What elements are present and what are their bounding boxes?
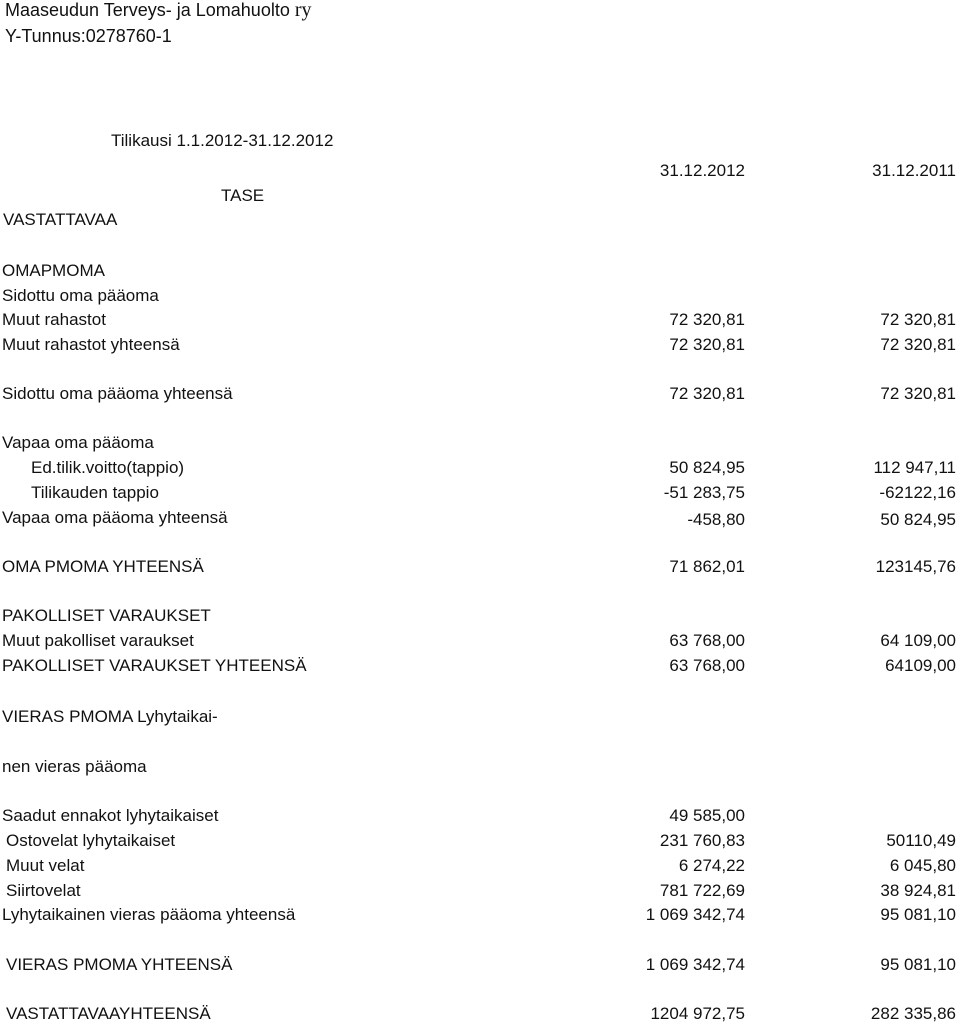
side-title: VASTATTAVAA — [3, 210, 118, 229]
row-value-2011: 95 081,10 — [880, 955, 956, 974]
statement-title: TASE — [221, 186, 265, 205]
row-label: VIERAS PMOMA YHTEENSÄ — [6, 955, 233, 974]
row-value-2011: 38 924,81 — [880, 881, 956, 900]
row-value-2012: 71 862,01 — [669, 557, 745, 576]
row-value-2011: 6 045,80 — [889, 856, 956, 875]
row-value-2012: 781 722,69 — [659, 881, 745, 900]
row-value-2012: -458,80 — [687, 510, 745, 529]
row-value-2011: 50110,49 — [886, 831, 956, 850]
row-label: OMA PMOMA YHTEENSÄ — [2, 557, 204, 576]
subsection-heading: Sidottu oma pääoma — [2, 286, 159, 305]
row-value-2012: 49 585,00 — [669, 806, 745, 825]
section-heading: VIERAS PMOMA Lyhytaikai- — [2, 707, 218, 726]
row-value-2012: 1 069 342,74 — [645, 955, 745, 974]
section-heading: PAKOLLISET VARAUKSET — [2, 606, 211, 625]
row-value-2012: 50 824,95 — [669, 458, 745, 477]
row-label: Lyhytaikainen vieras pääoma yhteensä — [2, 905, 296, 924]
row-value-2012: 72 320,81 — [669, 310, 745, 329]
row-label: Tilikauden tappio — [31, 483, 159, 502]
row-value-2011: 64109,00 — [885, 656, 956, 675]
row-value-2011: -62122,16 — [879, 483, 956, 502]
grand-total-label: VASTATTAVAAYHTEENSÄ — [6, 1004, 211, 1023]
section-heading: OMAPMOMA — [2, 261, 105, 280]
grand-total-value-2011: 282 335,86 — [870, 1004, 956, 1023]
row-label: Vapaa oma pääoma yhteensä — [2, 508, 228, 527]
organization-name: Maaseudun Terveys- ja Lomahuolto ry — [5, 0, 312, 21]
grand-total-value-2012: 1204 972,75 — [650, 1004, 745, 1023]
row-value-2012: 231 760,83 — [659, 831, 745, 850]
column-header-2011: 31.12.2011 — [872, 161, 956, 180]
section-heading-continued: nen vieras pääoma — [2, 757, 147, 776]
row-value-2011: 72 320,81 — [880, 384, 956, 403]
organization-suffix: ry — [294, 0, 312, 21]
row-value-2012: 63 768,00 — [669, 656, 745, 675]
row-label: Ed.tilik.voitto(tappio) — [31, 458, 185, 477]
business-id: Y-Tunnus:0278760-1 — [5, 26, 172, 46]
row-label: Ostovelat lyhytaikaiset — [6, 831, 176, 850]
row-label: Siirtovelat — [6, 881, 81, 900]
row-label: Muut rahastot yhteensä — [2, 335, 180, 354]
row-label: Muut velat — [6, 856, 85, 875]
row-label: Sidottu oma pääoma yhteensä — [2, 384, 233, 403]
row-label: Muut rahastot — [2, 310, 106, 329]
row-value-2012: 72 320,81 — [669, 335, 745, 354]
row-value-2012: -51 283,75 — [663, 483, 745, 502]
fiscal-period: Tilikausi 1.1.2012-31.12.2012 — [111, 131, 334, 150]
row-value-2012: 72 320,81 — [669, 384, 745, 403]
row-label: Saadut ennakot lyhytaikaiset — [2, 806, 219, 825]
row-label: Muut pakolliset varaukset — [2, 631, 194, 650]
row-value-2011: 72 320,81 — [880, 310, 956, 329]
row-value-2011: 95 081,10 — [880, 905, 956, 924]
column-header-2012: 31.12.2012 — [659, 161, 745, 180]
row-label: PAKOLLISET VARAUKSET YHTEENSÄ — [2, 656, 307, 675]
row-value-2012: 63 768,00 — [669, 631, 745, 650]
row-value-2011: 72 320,81 — [880, 335, 956, 354]
subsection-heading: Vapaa oma pääoma — [2, 433, 154, 452]
row-value-2012: 6 274,22 — [678, 856, 745, 875]
row-value-2012: 1 069 342,74 — [645, 905, 745, 924]
row-value-2011: 64 109,00 — [880, 631, 956, 650]
row-value-2011: 112 947,11 — [873, 458, 956, 477]
row-value-2011: 123145,76 — [875, 557, 956, 576]
row-value-2011: 50 824,95 — [880, 510, 956, 529]
